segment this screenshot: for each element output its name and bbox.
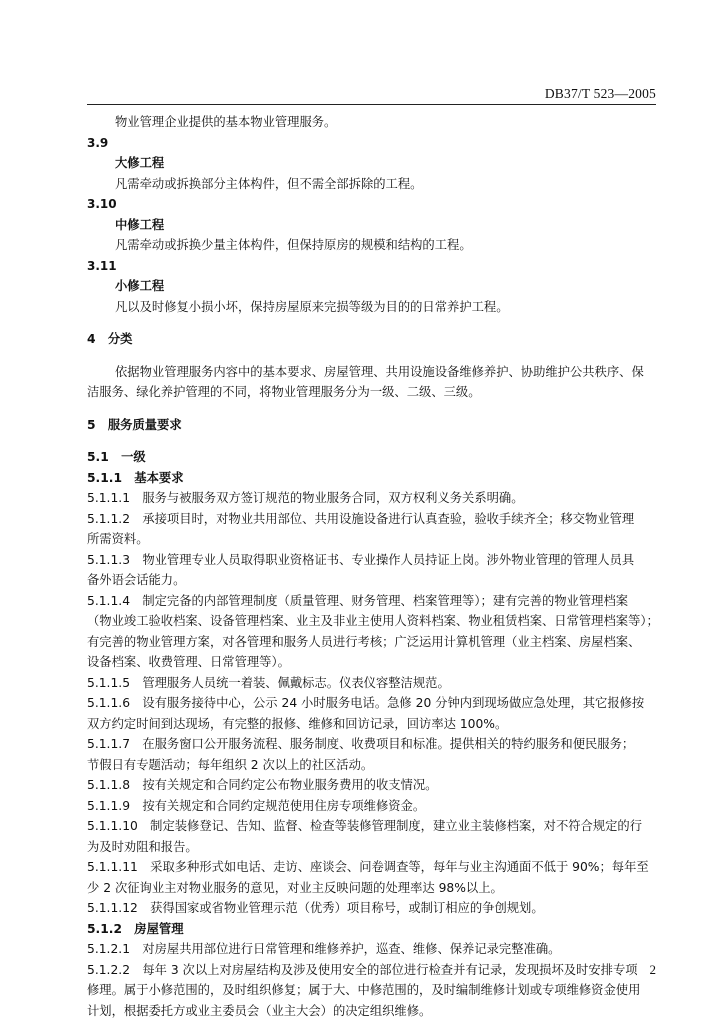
term-title: 大修工程 xyxy=(115,156,165,170)
header-divider xyxy=(87,104,656,105)
clause-number: 3.9 xyxy=(87,135,109,150)
clause-number: 3.10 xyxy=(87,197,117,211)
clause-line: 设备档案、收费管理、日常管理等）。 xyxy=(87,655,290,669)
clause-line: 5.1.1.6 设有服务接待中心，公示 24 小时服务电话。急修 20 分钟内到现场做应急处理，其它报修按 xyxy=(87,696,645,710)
clause-line: 5.1.1.8 按有关规定和合同约定公布物业服务费用的收支情况。 xyxy=(87,778,438,792)
document-code: DB37/T 523—2005 xyxy=(544,86,656,101)
term-title: 中修工程 xyxy=(115,217,165,232)
definition-text: 凡需牵动或拆换少量主体构件，但保持原房的规模和结构的工程。 xyxy=(115,238,472,252)
subsection-heading: 5.1.1 基本要求 xyxy=(87,470,184,485)
definition-text: 物业管理企业提供的基本物业管理服务。 xyxy=(115,115,337,129)
subsection-heading: 5.1.2 房屋管理 xyxy=(87,921,184,936)
section-heading: 5 服务质量要求 xyxy=(87,417,182,432)
paragraph-line: 依据物业管理服务内容中的基本要求、房屋管理、共用设施设备维修养护、协助维护公共秩序、保 xyxy=(115,364,644,379)
clause-line: 5.1.1.5 管理服务人员统一着装、佩戴标志。仪表仪容整洁规范。 xyxy=(87,675,450,690)
clause-line: 双方约定时间到达现场，有完整的报修、维修和回访记录，回访率达 100%。 xyxy=(87,716,508,731)
term-title: 小修工程 xyxy=(115,279,165,293)
clause-line: 5.1.1.3 物业管理专业人员取得职业资格证书、专业操作人员持证上岗。涉外物业管理的管理人员具 xyxy=(87,552,635,567)
clause-line: 节假日有专题活动；每年组织 2 次以上的社区活动。 xyxy=(87,757,374,772)
clause-line: 5.1.1.4 制定完备的内部管理制度（质量管理、财务管理、档案管理等）；建有完善的物业管理档案 xyxy=(87,593,629,608)
page-number: 2 xyxy=(649,962,656,977)
paragraph-line: 洁服务、绿化养护管理的不同，将物业管理服务分为一级、二级、三级。 xyxy=(87,385,481,399)
section-heading: 4 分类 xyxy=(87,332,133,346)
clause-line: 所需资料。 xyxy=(87,532,149,546)
clause-line: 计划，根据委托方或业主委员会（业主大会）的决定组织维修。 xyxy=(87,1003,432,1018)
clause-line: 5.1.1.10 制定装修登记、告知、监督、检查等装修管理制度，建立业主装修档案，对不符合规定的行 xyxy=(87,819,643,833)
clause-line: 5.1.1.11 采取多种形式如电话、走访、座谈会、问卷调查等，每年与业主沟通面不低于 90%；每年至 xyxy=(87,860,649,874)
clause-number: 3.11 xyxy=(87,258,117,273)
definition-text: 凡需牵动或拆换部分主体构件，但不需全部拆除的工程。 xyxy=(115,176,423,191)
clause-line: 5.1.1.9 按有关规定和合同约定规范使用住房专项维修资金。 xyxy=(87,798,426,813)
clause-line: （物业竣工验收档案、设备管理档案、业主及非业主使用人资料档案、物业租赁档案、日常管理档案等）； xyxy=(87,614,659,628)
document-body xyxy=(87,112,659,1021)
clause-line: 5.1.1.7 在服务窗口公开服务流程、服务制度、收费项目和标准。提供相关的特约服务和便民服务； xyxy=(87,737,635,751)
clause-line: 5.1.2.1 对房屋共用部位进行日常管理和维修养护，巡查、维修、保养记录完整准确。 xyxy=(87,942,561,956)
clause-line: 5.1.2.2 每年 3 次以上对房屋结构及涉及使用安全的部位进行检查并有记录，发现损坏及时安排专项 xyxy=(87,962,638,977)
clause-line: 为及时劝阻和报告。 xyxy=(87,839,198,854)
clause-line: 5.1.1.12 获得国家或省物业管理示范（优秀）项目称号，或制订相应的争创规划。 xyxy=(87,901,544,915)
subsection-heading: 5.1 一级 xyxy=(87,450,146,464)
clause-line: 备外语会话能力。 xyxy=(87,573,186,587)
clause-line: 有完善的物业管理方案，对各管理和服务人员进行考核；广泛运用计算机管理（业主档案、房屋档案、 xyxy=(87,634,641,649)
clause-line: 5.1.1.2 承接项目时，对物业共用部位、共用设施设备进行认真查验，验收手续齐全；移交物业管理 xyxy=(87,511,635,526)
clause-line: 修理。属于小修范围的，及时组织修复；属于大、中修范围的，及时编制维修计划或专项维修资金使用 xyxy=(87,983,641,997)
clause-line: 少 2 次征询业主对物业服务的意见，对业主反映问题的处理率达 98%以上。 xyxy=(87,880,503,895)
clause-line: 5.1.1.1 服务与被服务双方签订规范的物业服务合同，双方权利义务关系明确。 xyxy=(87,491,524,505)
definition-text: 凡以及时修复小损小坏，保持房屋原来完损等级为目的的日常养护工程。 xyxy=(115,299,509,314)
